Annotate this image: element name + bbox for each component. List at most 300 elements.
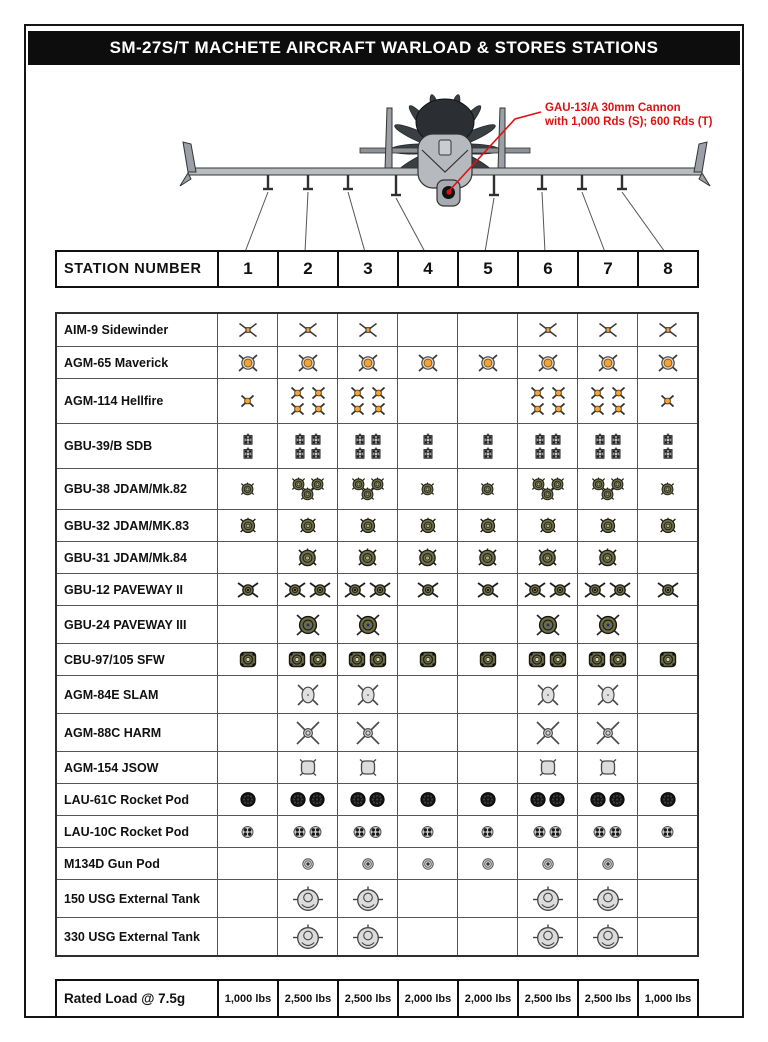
station-cell	[397, 815, 457, 847]
sdb-icon	[355, 433, 365, 445]
station-cell	[637, 917, 697, 955]
station-cell	[637, 541, 697, 573]
jdam83-icon	[419, 517, 437, 534]
jsow-icon	[358, 758, 378, 777]
station-cell	[577, 468, 637, 509]
jdam84-icon	[417, 548, 438, 567]
m134-icon	[422, 858, 434, 870]
station-cell	[577, 605, 637, 643]
rated-load-value: 2,500 lbs	[337, 981, 397, 1016]
cbu-icon	[528, 651, 546, 668]
station-cell	[517, 783, 577, 815]
weapon-label: GBU-38 JDAM/Mk.82	[57, 468, 217, 509]
sdb-icon	[371, 433, 381, 445]
rated-load-value: 1,000 lbs	[637, 981, 697, 1016]
tail-fin-right	[498, 108, 505, 170]
station-cell	[457, 643, 517, 675]
station-cell	[397, 573, 457, 605]
rated-load-label: Rated Load @ 7.5g	[64, 991, 186, 1006]
station-cell	[277, 847, 337, 879]
sdb-icon	[611, 433, 621, 445]
hellfire-icon	[350, 402, 365, 416]
station-number-table	[55, 250, 699, 288]
station-cell	[217, 423, 277, 468]
station-cell	[337, 346, 397, 378]
station-cell	[337, 815, 397, 847]
cbu-icon	[479, 651, 497, 668]
slam-icon	[355, 683, 381, 707]
station-cell	[637, 783, 697, 815]
station-cell	[577, 346, 637, 378]
station-cell	[397, 643, 457, 675]
lau61-icon	[660, 792, 676, 807]
hellfire-icon	[240, 394, 255, 408]
station-number: 7	[577, 252, 637, 286]
station-cell	[217, 643, 277, 675]
station-cell	[397, 541, 457, 573]
sdb-icon	[551, 433, 561, 445]
station-cell	[337, 605, 397, 643]
station-cell	[577, 378, 637, 423]
table-row	[57, 423, 697, 468]
station-cell	[577, 751, 637, 783]
station-cell	[397, 917, 457, 955]
paveway2-icon	[477, 582, 499, 598]
table-row	[57, 541, 697, 573]
jdam82-icon	[660, 482, 675, 496]
lau10-icon	[369, 826, 382, 838]
lau10-icon	[293, 826, 306, 838]
jdam83-icon	[359, 517, 377, 534]
hellfire-icon	[551, 386, 566, 400]
station-cell	[457, 314, 517, 346]
cbu-icon	[348, 651, 366, 668]
weapon-label: AGM-84E SLAM	[57, 675, 217, 713]
sdb-icon	[371, 447, 381, 459]
jdam82-icon	[360, 487, 375, 501]
station-cell	[217, 675, 277, 713]
weapon-label: GBU-31 JDAM/Mk.84	[57, 541, 217, 573]
m134-icon	[482, 858, 494, 870]
station-cell	[577, 573, 637, 605]
sdb-icon	[663, 433, 673, 445]
paveway2-icon	[549, 582, 571, 598]
station-cell	[577, 879, 637, 917]
tail-fin-left	[385, 108, 392, 170]
station-cell	[637, 751, 697, 783]
station-cell	[217, 346, 277, 378]
station-cell	[457, 783, 517, 815]
station-cell	[397, 783, 457, 815]
station-cell	[577, 423, 637, 468]
station-cell	[277, 675, 337, 713]
paveway3-icon	[595, 613, 621, 637]
station-cell	[217, 879, 277, 917]
station-cell	[457, 879, 517, 917]
m134-icon	[542, 858, 554, 870]
station-cell	[277, 783, 337, 815]
station-cell	[637, 605, 697, 643]
station-cell	[277, 917, 337, 955]
station-cell	[457, 468, 517, 509]
station-cell	[397, 675, 457, 713]
lau61-icon	[350, 792, 366, 807]
weapon-label: GBU-39/B SDB	[57, 423, 217, 468]
callout-line1: GAU-13/A 30mm Cannon	[545, 102, 681, 114]
station-cell	[217, 468, 277, 509]
paveway2-icon	[417, 582, 439, 598]
maverick-icon	[657, 353, 679, 373]
station-cell	[277, 468, 337, 509]
weapon-label: AGM-88C HARM	[57, 713, 217, 751]
station-cell	[337, 378, 397, 423]
station-cell	[457, 847, 517, 879]
station-cell	[337, 713, 397, 751]
station-cell	[337, 879, 397, 917]
table-row	[57, 314, 697, 346]
table-row	[57, 378, 697, 423]
lau10-icon	[353, 826, 366, 838]
station-cell	[517, 713, 577, 751]
station-cell	[277, 713, 337, 751]
station-cell	[517, 346, 577, 378]
weapon-label: LAU-10C Rocket Pod	[57, 815, 217, 847]
hellfire-icon	[611, 402, 626, 416]
weapon-label: AGM-114 Hellfire	[57, 378, 217, 423]
station-cell	[517, 314, 577, 346]
station-cell	[637, 423, 697, 468]
rated-load-value: 2,500 lbs	[577, 981, 637, 1016]
table-row	[57, 783, 697, 815]
station-cell	[577, 815, 637, 847]
cbu-icon	[419, 651, 437, 668]
slam-icon	[595, 683, 621, 707]
sidewinder-icon	[598, 322, 618, 338]
cbu-icon	[588, 651, 606, 668]
maverick-icon	[357, 353, 379, 373]
station-cell	[397, 713, 457, 751]
lau10-icon	[533, 826, 546, 838]
sdb-icon	[595, 433, 605, 445]
sdb-icon	[595, 447, 605, 459]
maverick-icon	[537, 353, 559, 373]
station-cell	[277, 751, 337, 783]
weapon-label: AGM-154 JSOW	[57, 751, 217, 783]
sidewinder-icon	[658, 322, 678, 338]
sdb-icon	[663, 447, 673, 459]
tank-icon	[293, 886, 323, 912]
hellfire-icon	[530, 386, 545, 400]
paveway2-icon	[524, 582, 546, 598]
title-banner	[28, 31, 740, 65]
station-cell	[217, 917, 277, 955]
station-cell	[517, 378, 577, 423]
hellfire-icon	[611, 386, 626, 400]
table-row	[57, 605, 697, 643]
table-row	[57, 346, 697, 378]
station-cell	[457, 605, 517, 643]
jsow-icon	[538, 758, 558, 777]
station-cell	[457, 917, 517, 955]
jdam84-icon	[537, 548, 558, 567]
lau10-icon	[421, 826, 434, 838]
station-cell	[337, 314, 397, 346]
station-cell	[517, 751, 577, 783]
maverick-icon	[417, 353, 439, 373]
sidewinder-icon	[358, 322, 378, 338]
jsow-icon	[298, 758, 318, 777]
station-cell	[637, 509, 697, 541]
station-cell	[397, 751, 457, 783]
cbu-icon	[309, 651, 327, 668]
station-cell	[277, 378, 337, 423]
jdam82-icon	[420, 482, 435, 496]
station-cell	[577, 643, 637, 675]
maverick-icon	[297, 353, 319, 373]
weapon-label: GBU-24 PAVEWAY III	[57, 605, 217, 643]
weapon-label: GBU-12 PAVEWAY II	[57, 573, 217, 605]
station-cell	[277, 346, 337, 378]
station-cell	[517, 917, 577, 955]
weapon-label: AIM-9 Sidewinder	[64, 323, 169, 337]
lau10-icon	[661, 826, 674, 838]
paveway3-icon	[295, 613, 321, 637]
cbu-icon	[239, 651, 257, 668]
lau10-icon	[609, 826, 622, 838]
station-cell	[517, 541, 577, 573]
station-cell	[577, 847, 637, 879]
paveway2-icon	[657, 582, 679, 598]
lau61-icon	[369, 792, 385, 807]
station-cell	[397, 314, 457, 346]
jdam82-icon	[540, 487, 555, 501]
station-cell	[637, 573, 697, 605]
paveway2-icon	[284, 582, 306, 598]
lau61-icon	[530, 792, 546, 807]
station-cell	[277, 314, 337, 346]
station-cell	[457, 541, 517, 573]
station-cell	[397, 423, 457, 468]
cbu-icon	[288, 651, 306, 668]
jdam84-icon	[477, 548, 498, 567]
station-cell	[637, 643, 697, 675]
hellfire-icon	[371, 386, 386, 400]
station-cell	[277, 573, 337, 605]
hellfire-icon	[371, 402, 386, 416]
station-cell	[457, 815, 517, 847]
paveway3-icon	[355, 613, 381, 637]
tank-icon	[533, 886, 563, 912]
hellfire-icon	[311, 386, 326, 400]
maverick-icon	[237, 353, 259, 373]
tank-icon	[593, 886, 623, 912]
sidewinder-icon	[238, 322, 258, 338]
jdam83-icon	[659, 517, 677, 534]
station-cell	[577, 675, 637, 713]
cbu-icon	[659, 651, 677, 668]
station-cell	[217, 783, 277, 815]
sdb-icon	[551, 447, 561, 459]
slam-icon	[295, 683, 321, 707]
paveway2-icon	[609, 582, 631, 598]
station-cell	[217, 713, 277, 751]
cannon-callout-dot	[446, 189, 451, 194]
station-cell	[517, 815, 577, 847]
station-cell	[637, 378, 697, 423]
rated-load-value: 1,000 lbs	[217, 981, 277, 1016]
station-number: 2	[277, 252, 337, 286]
tank-icon	[353, 924, 383, 950]
table-row	[57, 643, 697, 675]
table-row	[57, 509, 697, 541]
maverick-icon	[477, 353, 499, 373]
hellfire-icon	[350, 386, 365, 400]
lau61-icon	[309, 792, 325, 807]
harm-icon	[355, 721, 381, 745]
rated-load-value: 2,000 lbs	[397, 981, 457, 1016]
station-cell	[457, 378, 517, 423]
weapon-label: 330 USG External Tank	[57, 917, 217, 955]
cbu-icon	[369, 651, 387, 668]
station-cell	[217, 573, 277, 605]
station-cell	[577, 541, 637, 573]
lau61-icon	[420, 792, 436, 807]
paveway2-icon	[584, 582, 606, 598]
table-row	[57, 847, 697, 879]
station-cell	[577, 713, 637, 751]
table-row	[57, 917, 697, 955]
lau10-icon	[309, 826, 322, 838]
station-cell	[457, 346, 517, 378]
station-cell	[217, 751, 277, 783]
station-number: 6	[517, 252, 577, 286]
weapon-label: LAU-61C Rocket Pod	[57, 783, 217, 815]
station-cell	[217, 815, 277, 847]
station-cell	[397, 346, 457, 378]
jdam83-icon	[299, 517, 317, 534]
station-cell	[277, 643, 337, 675]
station-cell	[637, 468, 697, 509]
lau61-icon	[290, 792, 306, 807]
jdam83-icon	[599, 517, 617, 534]
slam-icon	[535, 683, 561, 707]
station-cell	[337, 509, 397, 541]
page-title: SM-27S/T MACHETE AIRCRAFT WARLOAD & STORES STATIONS	[109, 38, 659, 57]
rated-load-table	[55, 979, 699, 1018]
station-cell	[337, 573, 397, 605]
weapon-label: CBU-97/105 SFW	[57, 643, 217, 675]
sdb-icon	[295, 447, 305, 459]
jsow-icon	[598, 758, 618, 777]
table-row	[57, 751, 697, 783]
station-cell	[337, 643, 397, 675]
station-cell	[337, 423, 397, 468]
station-cell	[457, 675, 517, 713]
station-cell	[217, 509, 277, 541]
harm-icon	[595, 721, 621, 745]
hellfire-icon	[311, 402, 326, 416]
callout-line2: with 1,000 Rds (S); 600 Rds (T)	[545, 116, 713, 128]
m134-icon	[602, 858, 614, 870]
station-cell	[397, 879, 457, 917]
station-number-label: STATION NUMBER	[64, 261, 202, 277]
rated-load-value: 2,500 lbs	[517, 981, 577, 1016]
station-cell	[637, 314, 697, 346]
weapon-label: AGM-65 Maverick	[57, 346, 217, 378]
station-cell	[277, 815, 337, 847]
station-cell	[517, 879, 577, 917]
hellfire-icon	[590, 386, 605, 400]
hellfire-icon	[551, 402, 566, 416]
lau10-icon	[481, 826, 494, 838]
tank-icon	[533, 924, 563, 950]
hellfire-icon	[290, 402, 305, 416]
lau61-icon	[549, 792, 565, 807]
station-cell	[277, 879, 337, 917]
jdam82-icon	[600, 487, 615, 501]
station-cell	[397, 847, 457, 879]
paveway2-icon	[237, 582, 259, 598]
paveway2-icon	[344, 582, 366, 598]
cbu-icon	[549, 651, 567, 668]
jdam82-icon	[300, 487, 315, 501]
sdb-icon	[483, 433, 493, 445]
station-cell	[217, 605, 277, 643]
station-number: 1	[217, 252, 277, 286]
weapon-label: 150 USG External Tank	[57, 879, 217, 917]
jdam84-icon	[357, 548, 378, 567]
station-cell	[217, 847, 277, 879]
m134-icon	[362, 858, 374, 870]
station-cell	[637, 879, 697, 917]
paveway3-icon	[535, 613, 561, 637]
sdb-icon	[423, 433, 433, 445]
station-cell	[277, 541, 337, 573]
jdam84-icon	[297, 548, 318, 567]
hellfire-icon	[530, 402, 545, 416]
sidewinder-icon	[538, 322, 558, 338]
weapon-label: GBU-32 JDAM/MK.83	[57, 509, 217, 541]
rated-load-value: 2,000 lbs	[457, 981, 517, 1016]
station-cell	[577, 783, 637, 815]
station-cell	[397, 468, 457, 509]
station-cell	[517, 423, 577, 468]
harm-icon	[535, 721, 561, 745]
lau10-icon	[241, 826, 254, 838]
station-cell	[517, 468, 577, 509]
sdb-icon	[311, 433, 321, 445]
lau61-icon	[609, 792, 625, 807]
station-cell	[457, 509, 517, 541]
jdam84-icon	[597, 548, 618, 567]
sdb-icon	[295, 433, 305, 445]
station-number: 5	[457, 252, 517, 286]
station-cell	[517, 573, 577, 605]
cbu-icon	[609, 651, 627, 668]
tank-icon	[293, 924, 323, 950]
station-cell	[397, 509, 457, 541]
weapon-label: M134D Gun Pod	[57, 847, 217, 879]
station-cell	[217, 541, 277, 573]
station-cell	[637, 847, 697, 879]
station-cell	[217, 314, 277, 346]
station-cell	[637, 346, 697, 378]
table-row	[57, 573, 697, 605]
station-cell	[337, 675, 397, 713]
station-cell	[517, 643, 577, 675]
station-cell	[577, 917, 637, 955]
station-cell	[337, 783, 397, 815]
